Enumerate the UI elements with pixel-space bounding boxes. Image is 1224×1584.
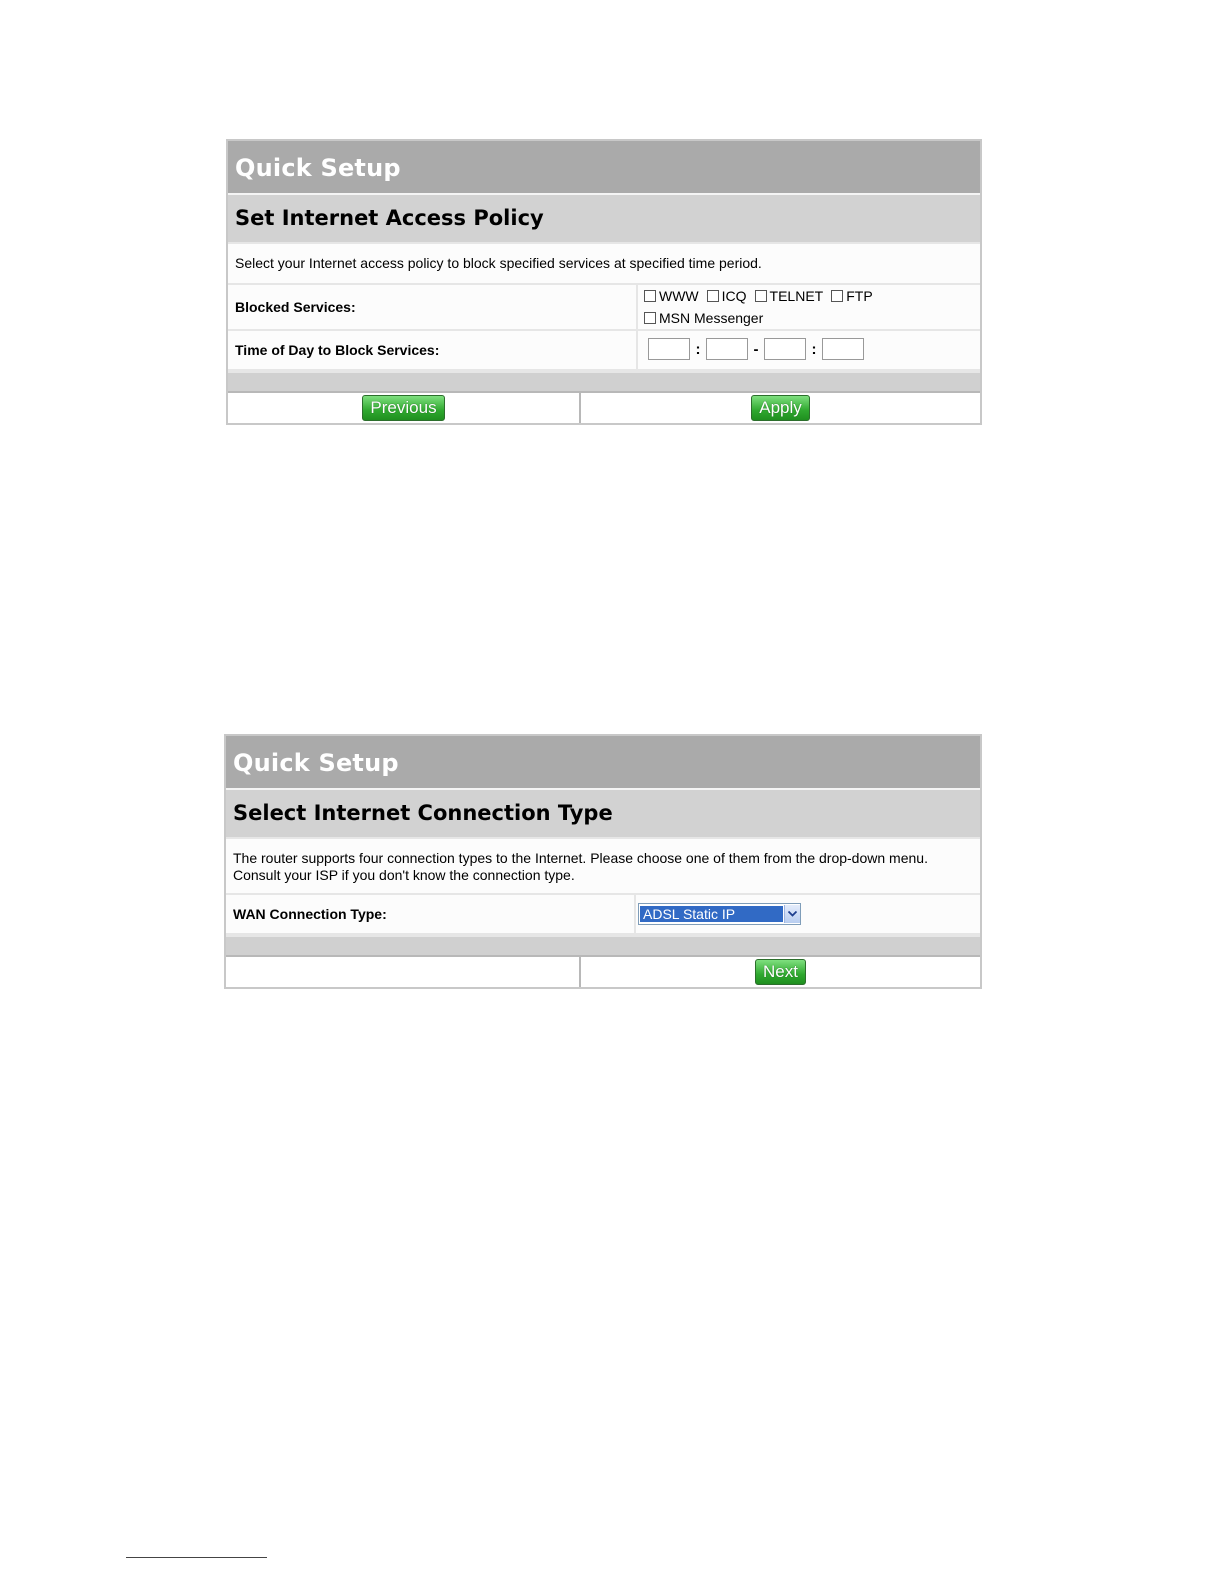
msn-messenger-checkbox[interactable]: MSN Messenger	[644, 310, 763, 326]
next-button[interactable]: Next	[755, 959, 806, 985]
previous-button[interactable]: Previous	[362, 395, 444, 421]
wan-connection-selected: ADSL Static IP	[640, 906, 783, 922]
time-separator: -	[753, 340, 759, 358]
www-checkbox[interactable]: WWW	[644, 288, 699, 304]
blocked-services-label: Blocked Services:	[228, 285, 638, 329]
divider-bar	[228, 371, 980, 391]
access-policy-panel	[226, 139, 982, 425]
panel-description: The router supports four connection types to the Internet. Please choose one of them from the drop-down menu. Consult your ISP if you don't know the connection type.	[226, 837, 980, 895]
panel-description: Select your Internet access policy to block specified services at specified time period.	[228, 242, 980, 285]
panel-title: Quick Setup	[228, 141, 980, 193]
end-hour-input[interactable]	[764, 338, 806, 360]
panel-subtitle: Select Internet Connection Type	[226, 788, 980, 837]
blocked-services-row	[228, 285, 980, 331]
panel-title: Quick Setup	[226, 736, 980, 788]
panel-subtitle: Set Internet Access Policy	[228, 193, 980, 242]
start-hour-input[interactable]	[648, 338, 690, 360]
next-cell	[581, 957, 980, 987]
block-time-label: Time of Day to Block Services:	[228, 331, 638, 369]
end-minute-input[interactable]	[822, 338, 864, 360]
block-time-row	[228, 331, 980, 371]
wan-connection-row	[226, 895, 980, 935]
chevron-down-icon[interactable]	[784, 905, 800, 923]
apply-button[interactable]: Apply	[751, 395, 810, 421]
ftp-checkbox[interactable]: FTP	[831, 288, 872, 304]
apply-cell	[581, 393, 980, 423]
empty-cell	[226, 957, 581, 987]
wan-connection-label: WAN Connection Type:	[226, 895, 636, 933]
start-minute-input[interactable]	[706, 338, 748, 360]
blocked-services-options	[638, 285, 980, 329]
connection-type-panel	[224, 734, 982, 989]
block-time-inputs	[638, 331, 980, 369]
icq-checkbox[interactable]: ICQ	[707, 288, 747, 304]
button-row	[228, 391, 980, 423]
previous-cell	[228, 393, 581, 423]
wan-connection-value	[636, 895, 980, 933]
footnote-separator	[126, 1557, 267, 1558]
wan-connection-select[interactable]	[638, 903, 801, 925]
time-separator: :	[695, 340, 701, 358]
telnet-checkbox[interactable]: TELNET	[755, 288, 824, 304]
time-separator: :	[811, 340, 817, 358]
divider-bar	[226, 935, 980, 955]
button-row	[226, 955, 980, 987]
